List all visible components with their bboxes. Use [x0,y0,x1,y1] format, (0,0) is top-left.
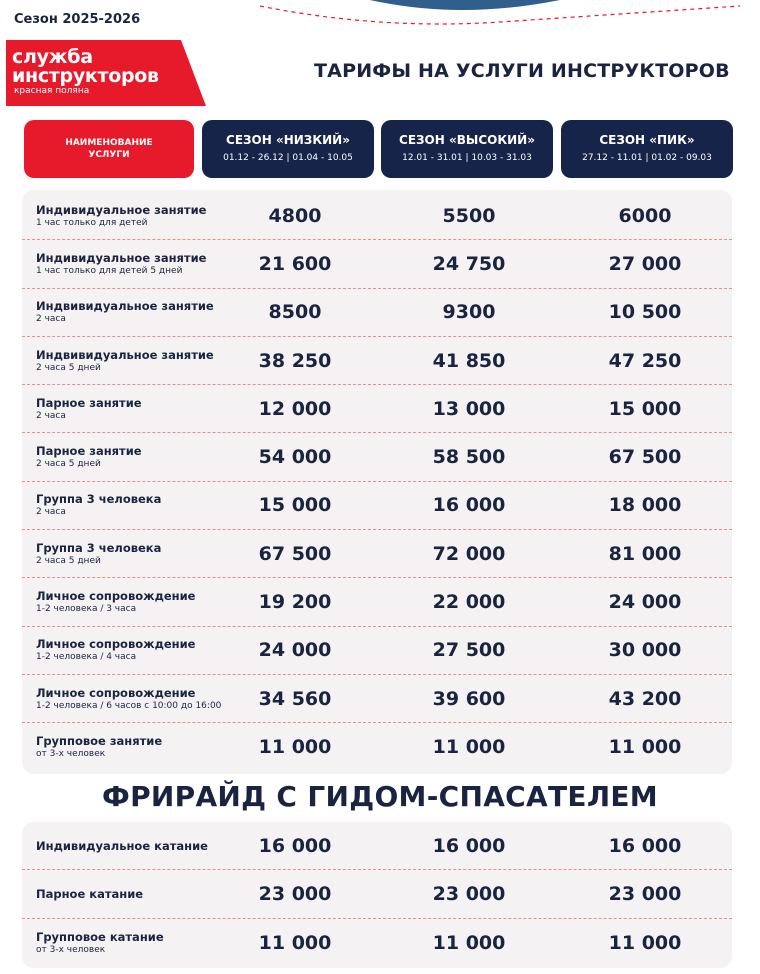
service-cell [36,530,161,577]
freeride-title: ФРИРАЙД С ГИДОМ-СПАСАТЕЛЕМ [102,780,658,813]
table-row [22,530,732,578]
service-details: 2 часа 5 дней [36,555,101,566]
price-low: 54 000 [258,446,332,469]
service-name: Личное сопровождение [36,589,196,604]
service-cell [36,578,195,625]
service-cell [36,822,208,869]
table-row [22,822,732,870]
price-high: 16 000 [432,834,506,857]
service-name: Группа 3 человека [36,540,162,555]
service-details: от 3-х человек [36,749,106,760]
column-header-low-dates: 01.12 - 26.12 | 01.04 - 10.05 [223,153,353,163]
service-cell [36,289,214,336]
price-high: 27 500 [432,639,506,662]
column-header-peak-title: СЕЗОН «ПИК» [599,133,695,147]
price-high: 11 000 [432,931,506,954]
service-details: от 3-х человек [36,944,106,955]
table-row [22,919,732,967]
price-low: 11 000 [258,931,332,954]
service-name: Групповое занятие [36,734,163,749]
service-name: Индивидуальное занятие [36,250,207,265]
price-high: 41 850 [432,349,506,372]
price-low: 11 000 [258,736,332,759]
service-name: Индвивидуальное занятие [36,299,214,314]
service-details: 1-2 человека / 6 часов с 10:00 до 16:00 [36,700,222,711]
price-low: 16 000 [258,834,332,857]
price-high: 72 000 [432,542,506,565]
service-details: 1-2 человека / 3 часа [36,604,137,615]
service-details: 1 час только для детей 5 дней [36,265,183,276]
column-header-high-title: СЕЗОН «ВЫСОКИЙ» [399,133,535,147]
table-row [22,578,732,626]
service-name: Групповое катание [36,929,164,944]
column-header-high-dates: 12.01 - 31.01 | 10.03 - 31.03 [402,153,532,163]
service-details: 1 час только для детей [36,217,148,228]
price-peak: 10 500 [608,301,682,324]
column-header-peak [561,120,733,178]
season-label: Сезон 2025-2026 [14,12,141,27]
price-high: 16 000 [432,494,506,517]
table-row [22,240,732,288]
price-low: 24 000 [258,639,332,662]
price-peak: 16 000 [608,834,682,857]
table-row [22,482,732,530]
service-name: Личное сопровождение [36,637,196,652]
top-decoration [260,0,740,34]
service-details: 2 часа [36,314,66,325]
column-header-low-title: СЕЗОН «НИЗКИЙ» [226,133,350,147]
table-row [22,289,732,337]
price-low: 67 500 [258,542,332,565]
price-high: 11 000 [432,736,506,759]
table-row [22,192,732,240]
price-low: 19 200 [258,591,332,614]
column-header-high [381,120,553,178]
price-high: 9300 [442,301,496,324]
price-low: 21 600 [258,252,332,275]
price-low: 12 000 [258,397,332,420]
page-title: ТАРИФЫ НА УСЛУГИ ИНСТРУКТОРОВ [314,60,730,82]
price-low: 38 250 [258,349,332,372]
service-name: Парное катание [36,886,144,901]
table-row [22,434,732,482]
service-cell [36,627,195,674]
column-header-service-title: НАИМЕНОВАНИЕ УСЛУГИ [65,138,153,160]
service-cell [36,919,164,967]
price-high: 23 000 [432,882,506,905]
price-low: 8500 [268,301,322,324]
column-header-service [24,120,194,178]
price-peak: 30 000 [608,639,682,662]
price-peak: 43 200 [608,687,682,710]
table-row [22,870,732,918]
table-row [22,337,732,385]
service-name: Индвивидуальное занятие [36,347,214,362]
price-peak: 27 000 [608,252,682,275]
service-name: Индивидуальное катание [36,838,208,853]
table-row [22,675,732,723]
service-cell [36,870,143,917]
table-row [22,385,732,433]
price-peak: 67 500 [608,446,682,469]
service-name: Индивидуальное занятие [36,202,207,217]
price-peak: 24 000 [608,591,682,614]
price-high: 58 500 [432,446,506,469]
logo-line-2: инструкторов [12,65,159,87]
price-low: 15 000 [258,494,332,517]
price-peak: 18 000 [608,494,682,517]
price-high: 24 750 [432,252,506,275]
service-details: 2 часа 5 дней [36,362,101,373]
logo-line-3: красная поляна [14,86,90,96]
service-details: 2 часа 5 дней [36,459,101,470]
price-high: 22 000 [432,591,506,614]
service-name: Парное занятие [36,395,142,410]
price-high: 13 000 [432,397,506,420]
price-high: 39 600 [432,687,506,710]
service-details: 2 часа [36,507,66,518]
service-cell [36,723,162,771]
logo-text [12,48,159,96]
service-cell [36,675,221,722]
service-cell [36,385,142,432]
price-peak: 47 250 [608,349,682,372]
price-peak: 81 000 [608,542,682,565]
service-cell [36,337,214,384]
price-high: 5500 [442,204,496,227]
price-peak: 11 000 [608,931,682,954]
service-name: Парное занятие [36,444,142,459]
price-peak: 11 000 [608,736,682,759]
column-header-low [202,120,374,178]
service-name: Группа 3 человека [36,492,162,507]
price-low: 4800 [268,204,322,227]
table-row [22,723,732,771]
service-name: Личное сопровождение [36,685,196,700]
service-details: 1-2 человека / 4 часа [36,652,137,663]
price-peak: 6000 [618,204,672,227]
column-header-peak-dates: 27.12 - 11.01 | 01.02 - 09.03 [582,153,712,163]
service-details: 2 часа [36,410,66,421]
table-row [22,627,732,675]
price-peak: 23 000 [608,882,682,905]
service-cell [36,482,161,529]
service-cell [36,434,142,481]
price-low: 23 000 [258,882,332,905]
price-peak: 15 000 [608,397,682,420]
service-cell [36,240,206,287]
service-cell [36,192,206,239]
price-low: 34 560 [258,687,332,710]
logo-line-1: служба [12,46,93,68]
